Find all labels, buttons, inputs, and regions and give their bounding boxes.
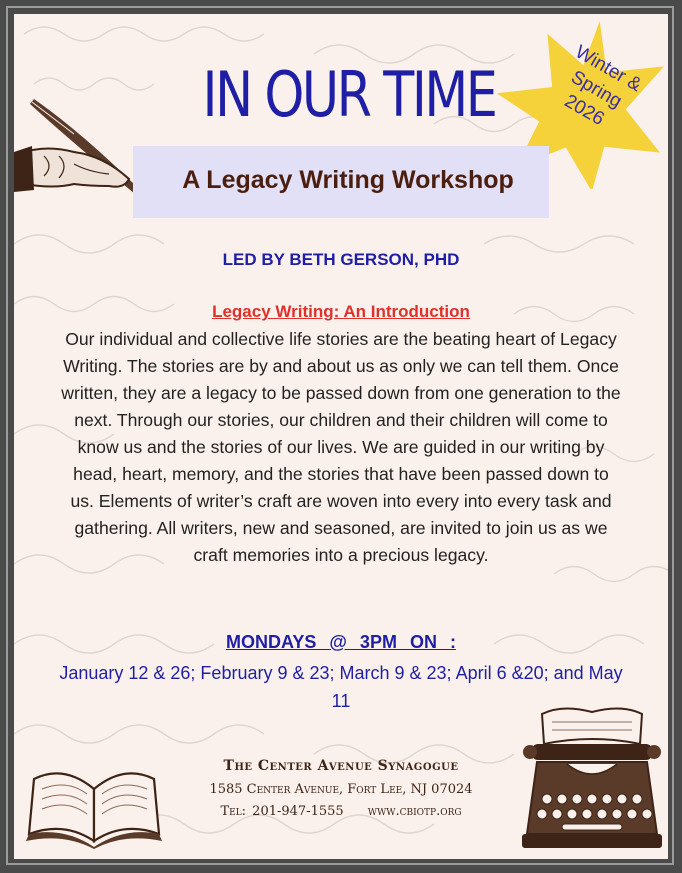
- schedule-dates: January 12 & 26; February 9 & 23; March 9 & 23; April 6 &20; and May 11: [59, 663, 623, 711]
- schedule-heading: MONDAYS @ 3PM ON :: [226, 632, 456, 652]
- intro-heading: Legacy Writing: An Introduction: [212, 302, 470, 321]
- workshop-subtitle: A Legacy Writing Workshop: [182, 166, 514, 194]
- typewriter-illustration: [522, 704, 662, 854]
- open-book-illustration: [24, 759, 164, 849]
- season-label: Winter & Spring 2026: [560, 41, 646, 131]
- venue-name: The Center Avenue Synagogue: [223, 758, 459, 774]
- instructor-line: LED BY BETH GERSON, PHD: [222, 250, 460, 269]
- intro-body: Our individual and collective life stories are the beating heart of Legacy Writing. The stories are by and about us as only we can tell them. Once written, they are a legacy to be passed down from one generation to the next. Through our stories, our children and their children will come to know us and the stories of our lives. We are guided in our writing by head, heart, memory, and the stories that have been passed down to us. Elements of writer’s craft are woven into every into every task and gathering. All writers, new and seasoned, are invited to join us as we craft memories into a precious legacy.: [61, 329, 621, 565]
- event-title: IN OUR TIME: [202, 58, 496, 131]
- venue-phone: Tel: 201-947-1555: [220, 804, 344, 819]
- flyer-page: [14, 14, 668, 859]
- venue-website[interactable]: www.cbiotp.org: [367, 804, 462, 819]
- venue-address: 1585 Center Avenue, Fort Lee, NJ 07024: [209, 782, 473, 797]
